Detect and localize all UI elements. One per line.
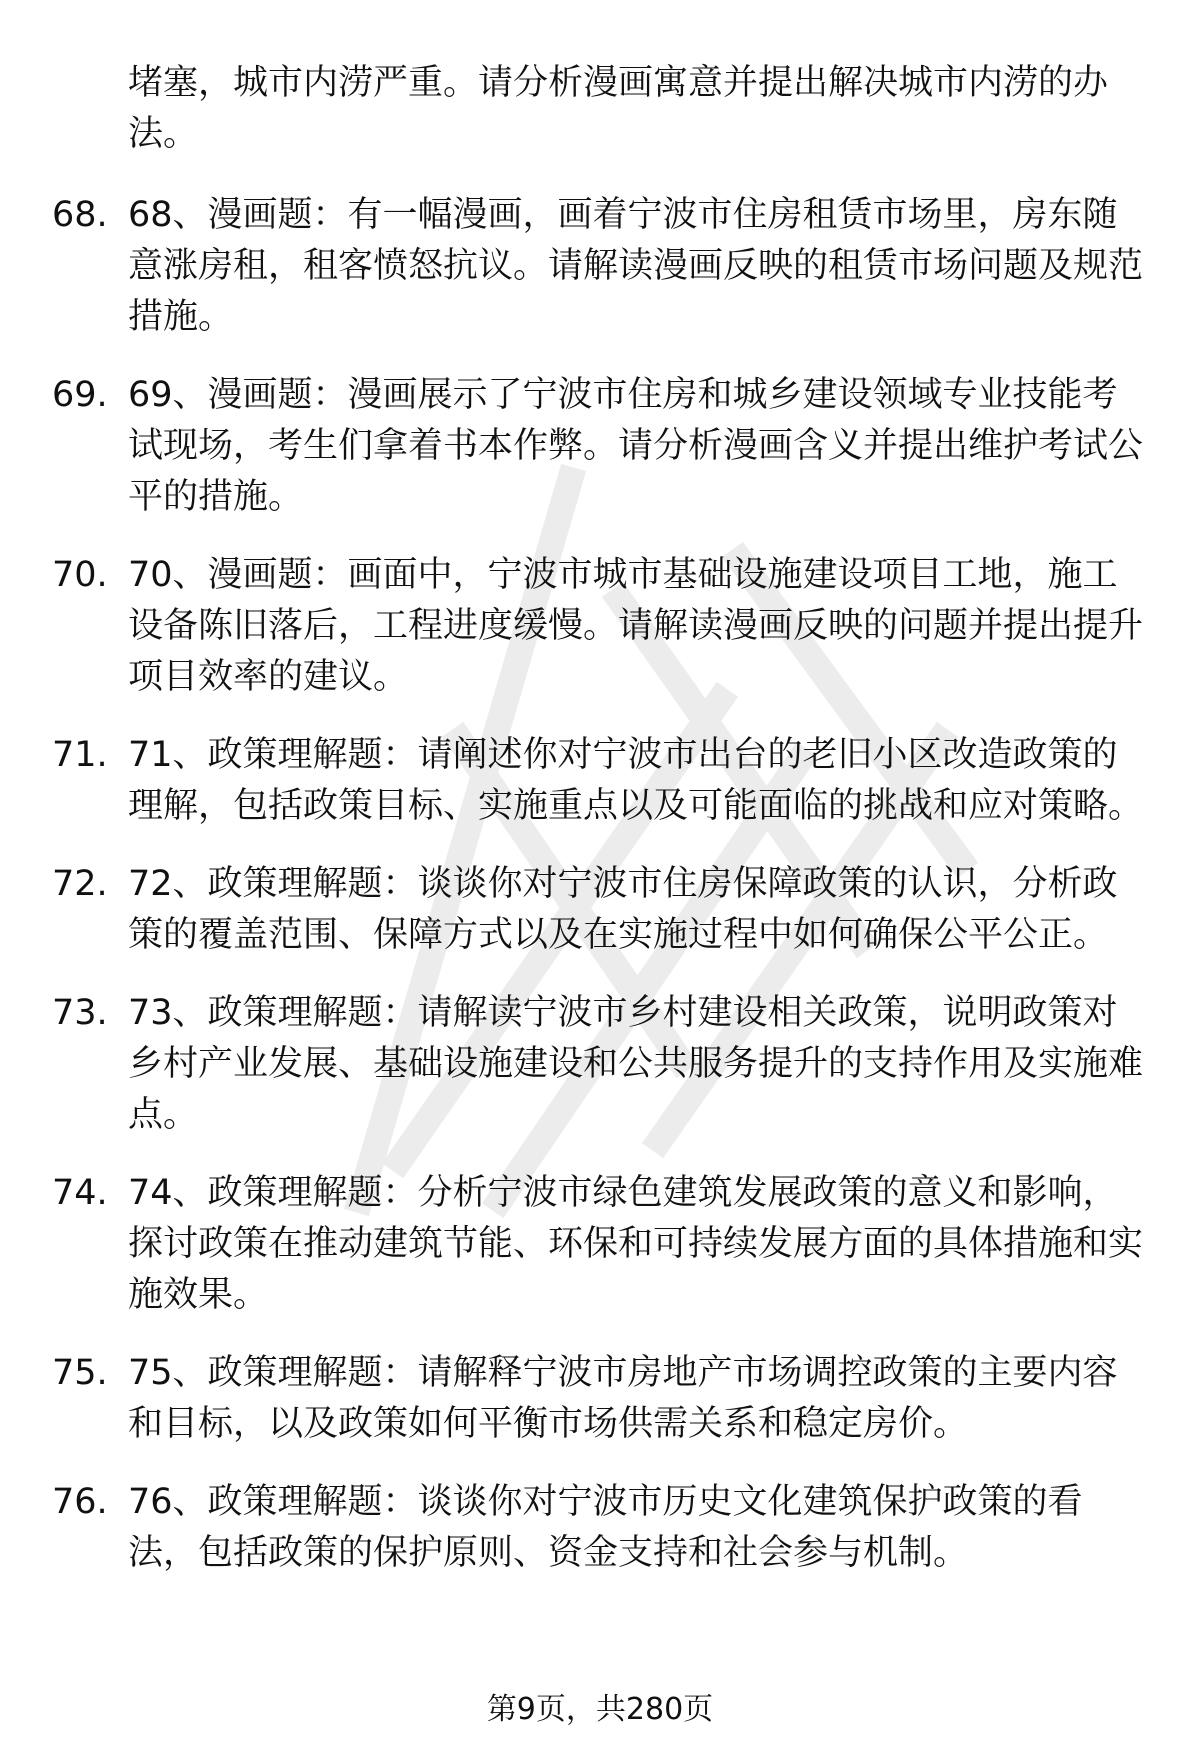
question-number: 74. [52, 1173, 108, 1213]
question-number: 68. [52, 195, 108, 235]
question-text: 71、政策理解题：请阐述你对宁波市出台的老旧小区改造政策的理解，包括政策目标、实施重点以及可能面临的挑战和应对策略。 [128, 735, 1144, 826]
list-item [52, 550, 1152, 703]
list-item [52, 988, 1152, 1141]
question-number: 69. [52, 375, 108, 415]
question-text: 74、政策理解题：分析宁波市绿色建筑发展政策的意义和影响，探讨政策在推动建筑节能、环保和可持续发展方面的具体措施和实施效果。 [128, 1173, 1144, 1315]
question-text: 69、漫画题：漫画展示了宁波市住房和城乡建设领域专业技能考试现场，考生们拿着书本作弊。请分析漫画含义并提出维护考试公平的措施。 [128, 375, 1144, 517]
list-item [52, 1477, 1152, 1579]
question-list [52, 190, 1152, 1606]
list-item [52, 1348, 1152, 1450]
question-text: 73、政策理解题：请解读宁波市乡村建设相关政策，说明政策对乡村产业发展、基础设施建设和公共服务提升的支持作用及实施难点。 [128, 993, 1144, 1135]
question-number: 71. [52, 735, 108, 775]
list-item [52, 370, 1152, 523]
question-number: 72. [52, 864, 108, 904]
question-number: 75. [52, 1353, 108, 1393]
question-text: 75、政策理解题：请解释宁波市房地产市场调控政策的主要内容和目标，以及政策如何平衡市场供需关系和稳定房价。 [128, 1353, 1118, 1444]
list-item [52, 859, 1152, 961]
question-number: 70. [52, 555, 108, 595]
question-text: 68、漫画题：有一幅漫画，画着宁波市住房租赁市场里，房东随意涨房租，租客愤怒抗议。请解读漫画反映的租赁市场问题及规范措施。 [128, 195, 1144, 337]
question-text: 70、漫画题：画面中，宁波市城市基础设施建设项目工地，施工设备陈旧落后，工程进度缓慢。请解读漫画反映的问题并提出提升项目效率的建议。 [128, 555, 1144, 697]
list-item [52, 190, 1152, 343]
lead-paragraph: 堵塞，城市内涝严重。请分析漫画寓意并提出解决城市内涝的办法。 [128, 63, 1109, 154]
page-footer: 第9页，共280页 [486, 1692, 714, 1727]
question-number: 73. [52, 993, 108, 1033]
question-number: 76. [52, 1482, 108, 1522]
list-item [52, 730, 1152, 832]
question-text: 72、政策理解题：谈谈你对宁波市住房保障政策的认识，分析政策的覆盖范围、保障方式以及在实施过程中如何确保公平公正。 [128, 864, 1118, 955]
question-text: 76、政策理解题：谈谈你对宁波市历史文化建筑保护政策的看法，包括政策的保护原则、资金支持和社会参与机制。 [128, 1482, 1083, 1573]
list-item [52, 1168, 1152, 1321]
